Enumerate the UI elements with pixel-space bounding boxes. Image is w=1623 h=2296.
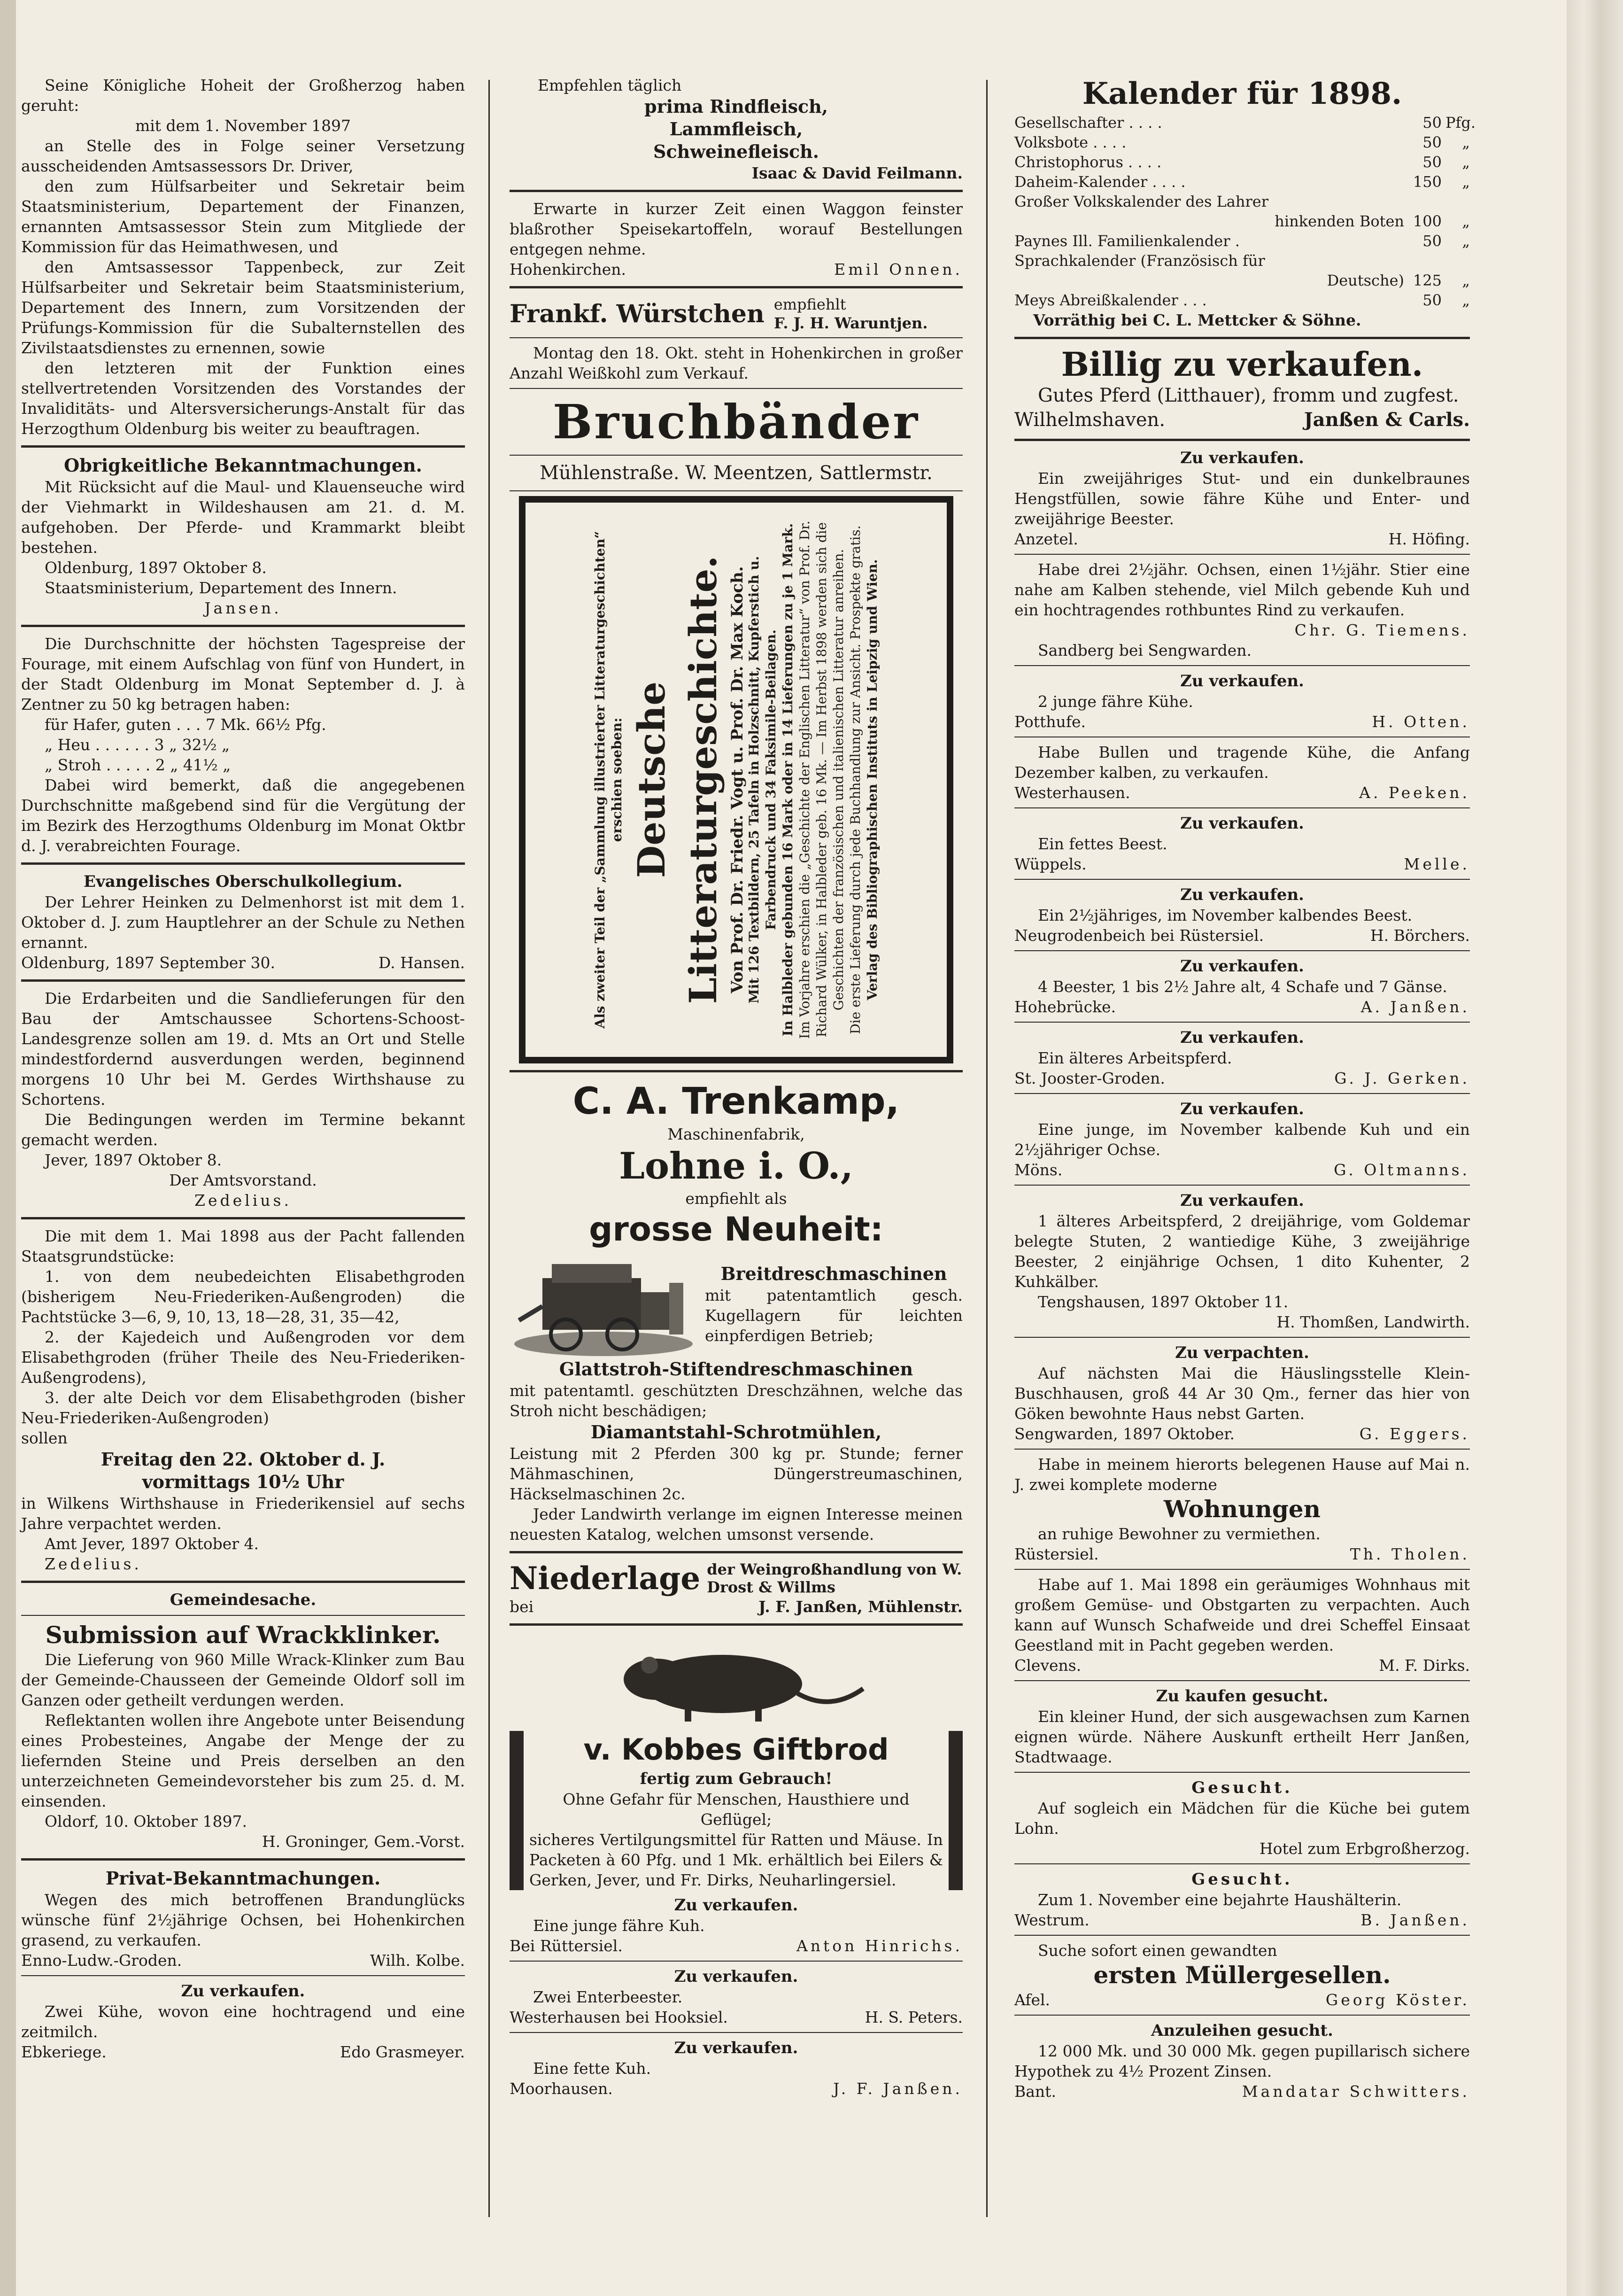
calendar-unit: „ [1462,133,1470,151]
list-item: 2. der Kajedeich und Außengroden vor dem Elisabethgroden (früher Theile des Neu-Friederiken-Außengrodens), [21,1328,465,1387]
notice-signature: H. Groninger, Gem.-Vorst. [262,1832,465,1851]
calendar-name: Deutsche) [1327,271,1404,289]
ad-signature: H. Thomßen, Landwirth. [1276,1313,1470,1331]
ad-footer [510,2007,963,2027]
ad-place: Anzetel. [1014,530,1078,548]
ad-signature: J. F. Janßen. [833,2079,963,2098]
notice-date: Oldenburg, 1897 Oktober 8. [45,558,267,577]
ad-text: sicheres Vertilgungsmittel für Ratten und Mäuse. In Packeten à 60 Pfg. und 1 Mk. erhältlich bei Eilers & Gerken, Jever, und Fr. Dirks, Neuharlingersiel. [529,1831,943,1889]
calendar-price [1404,251,1442,271]
ad-signature: Anton Hinrichs. [796,1937,963,1955]
section-heading: Gemeindesache. [170,1590,317,1609]
section-heading: Privat-Bekanntmachungen. [105,1868,381,1889]
ad-footer [1014,783,1470,803]
ad-heading: C. A. Trenkamp, [572,1080,900,1123]
section-rule [510,1551,963,1553]
ad-intro: bei [510,1598,534,1616]
calendar-name: Christophorus . . . . [1014,153,1162,171]
ad-signature: Hotel zum Erbgroßherzog. [1259,1839,1470,1858]
ad-text: Erwarte in kurzer Zeit einen Waggon feinster blaßrother Speisekartoffeln, worauf Bestellungen entgegen nehme. [510,200,963,258]
ad-place: Enno-Ludw.-Groden. [21,1951,182,1970]
ad-signature: Edo Grasmeyer. [340,2043,465,2061]
divider [510,455,963,456]
announcement-text: den Amtsassessor Tappenbeck, zur Zeit Hülfsarbeiter und Sekretair beim Staatsministerium, Departement des Innern, zum Vorsitzenden der Prüfungs-Kommission für die Subalternstellen des Zivilstaatsdienstes zu ernennen, sowie [21,258,465,357]
ad-heading: Kalender für 1898. [1082,76,1402,111]
ad-place: Möns. [1014,1161,1063,1179]
ad-place: Rüstersiel. [1014,1545,1099,1563]
divider [510,388,963,389]
machine-row [510,1250,963,1358]
calendar-price [1404,192,1442,211]
calendar-name: Großer Volkskalender des Lahrer [1014,193,1269,210]
product-heading: Breitdreschmaschinen [720,1263,947,1284]
ad-signature: H. Otten. [1372,713,1470,731]
calendar-unit [1442,251,1470,271]
ad-text: 12 000 Mk. und 30 000 Mk. gegen pupillarisch sichere Hypothek zu 4½ Prozent Zinsen. [1014,2042,1470,2080]
ad-place: Hohebrücke. [1014,998,1116,1016]
calendar-unit: „ [1462,153,1470,171]
ad-heading: Niederlage [510,1560,701,1597]
divider [1014,1935,1470,1936]
box-price: In Halbleder gebunden 16 Mark oder in 14 Lieferungen zu je 1 Mark. [780,523,796,1037]
calendar-unit: „ [1462,291,1470,309]
ad-place: Ebkeriege. [21,2043,107,2061]
calendar-price: 50 [1422,114,1442,132]
ad-place: Afel. [1014,1991,1051,2009]
divider [1014,950,1470,951]
calendar-name: Daheim-Kalender . . . . [1014,173,1186,191]
divider [1014,1569,1470,1570]
divider [1014,1680,1470,1681]
notice-signature: Zedelius. [194,1191,292,1210]
ad-heading: Zu verkaufen. [1180,1191,1304,1210]
literature-ad-box [519,496,953,1063]
ad-signature: H. Höfing. [1388,530,1470,548]
ad-signature: Th. Tholen. [1350,1545,1470,1563]
ad-signature: G. Eggers. [1359,1425,1470,1443]
ad-signature: H. S. Peters. [865,2008,963,2026]
calendar-price: 150 [1413,173,1442,191]
notice-date: Jever, 1897 Oktober 8. [45,1151,222,1169]
ad-footer [1014,925,1470,946]
ad-place: St. Jooster-Groden. [1014,1069,1165,1087]
ad-signature: B. Janßen. [1360,1911,1470,1929]
ad-place: Bant. [1014,2082,1056,2101]
box-author: Von Prof. Dr. Friedr. Vogt u. Prof. Dr. Max Koch. [727,566,747,993]
notice-signature: Jansen. [204,599,282,617]
product-text: mit patentamtlich gesch. Kugellagern für leichten einpferdigen Betrieb; [705,1286,963,1345]
divider [1014,1337,1470,1338]
divider [510,1961,963,1962]
section-rule [21,1217,465,1219]
announcement-text: den letzteren mit der Funktion eines stellvertretenden Vorsitzenden des Vorstandes der Invaliditäts- und Altersversicherungs-Anstalt für das Herzogthum Oldenburg bis weiter zu beauftragen. [21,359,465,438]
ad-place: Wilhelmshaven. [1014,409,1166,431]
product-heading: Glattstroh-Stiftendreschmaschinen [559,1358,913,1380]
notice-text: sollen [21,1429,68,1447]
ad-heading: Zu verkaufen. [1180,1100,1304,1118]
product-heading: Diamantstahl-Schrotmühlen, [590,1421,882,1443]
rat-illustration-wrap [510,1632,963,1726]
ad-text: Auf nächsten Mai die Häuslingsstelle Klein-Buschhausen, groß 44 Ar 30 Qm., ferner das hier von Göken bewohnte Haus nebst Garten. [1014,1364,1470,1423]
ad-signature: H. Börchers. [1370,926,1470,945]
ad-heading: Schweinefleisch. [653,141,819,162]
ad-heading: Wohnungen [1164,1495,1321,1523]
ad-footer [1014,408,1470,432]
section-rule [21,1858,465,1861]
ad-signature: Melle. [1404,855,1470,873]
ad-footer [21,1950,465,1970]
ad-text: Montag den 18. Okt. steht in Hohenkirchen in großer Anzahl Weißkohl zum Verkauf. [510,344,963,382]
announcement-date: mit dem 1. November 1897 [135,116,351,135]
ad-heading: Zu verkaufen. [1180,449,1304,467]
ad-place: Potthufe. [1014,713,1086,731]
notice-text: Der Lehrer Heinken zu Delmenhorst ist mit dem 1. Oktober d. J. zum Hauptlehrer an der Schule zu Nethen ernannt. [21,893,465,952]
section-heading: Obrigkeitliche Bekanntmachungen. [64,455,422,476]
announcement-intro: Seine Königliche Hoheit der Großherzog haben geruht: [21,76,465,115]
ad-heading: Anzuleihen gesucht. [1151,2021,1333,2040]
ad-heading: Zu verkaufen. [1180,1028,1304,1047]
ad-place: Westerhausen. [1014,783,1130,802]
ad-place: Bei Rüttersiel. [510,1937,623,1955]
ad-text: Zwei Enterbeester. [533,1988,683,2006]
notice-date: Oldorf, 10. Oktober 1897. [45,1812,247,1831]
border-bar [949,1731,963,1890]
ad-footer [1014,1990,1470,2010]
ad-signature: Mandatar Schwitters. [1242,2082,1470,2101]
ad-text: 2 junge fähre Kühe. [1038,692,1193,711]
calendar-unit: „ [1462,212,1470,230]
ad-row [510,1560,963,1597]
ad-subtitle: Maschinenfabrik, [667,1125,805,1143]
ad-heading: Zu verkaufen. [1180,885,1304,904]
ad-heading: Zu verkaufen. [1180,957,1304,976]
notice-text: Dabei wird bemerkt, daß die angegebenen Durchschnitte maßgebend sind für die Vergütung der im Bezirk des Herzogthums Oldenburg im Monat Oktbr d. J. verabreichten Fourage. [21,776,465,855]
ad-text: Ein fettes Beest. [1038,835,1167,853]
page-spine [0,0,16,2296]
ad-intro: Empfehlen täglich [538,76,682,94]
calendar-unit: Pfg. [1445,114,1476,132]
box-order: Die erste Lieferung durch jede Buchhandlung zur Ansicht. Prospekte gratis. [847,525,863,1034]
ad-footer [1014,1910,1470,1930]
ad-heading: Zu verkaufen. [181,1982,305,2001]
column-divider [488,80,490,2217]
ad-place: Westrum. [1014,1911,1090,1929]
calendar-name: Paynes Ill. Familienkalender . [1014,232,1240,250]
event-time-heading: vormittags 10½ Uhr [142,1471,344,1492]
ad-place: Moorhausen. [510,2079,613,2098]
notice-signature: D. Hansen. [378,954,465,972]
rat-icon [605,1632,868,1726]
notice-text: Die Erdarbeiten und die Sandlieferungen für den Bau der Amtschaussee Schortens-Schoost-Landesgrenze sollen am 19. d. Mts an Ort und Stelle mindestfordernd ausverdungen werden, beginnend morgens 10 Uhr bei M. Gerdes Wirthshause zu Schortens. [21,989,465,1109]
ad-text: Zwei Kühe, wovon eine hochtragend und eine zeitmilch. [21,2002,465,2041]
calendar-price-list [1014,113,1476,310]
notice-text: Reflektanten wollen ihre Angebote unter Beisendung eines Probesteines, Angabe der Menge der zu liefernden Steine und Preis derselben an den unterzeichneten Gemeindevorsteher bis zum 25. d. M. einsenden. [21,1711,465,1810]
box-title: Deutsche Litteraturgeschichte. [629,555,725,1004]
ad-place: Clevens. [1014,1656,1082,1675]
ad-text: Habe drei 2½jähr. Ochsen, einen 1½jähr. Stier eine nahe am Kalben stehende, viel Milch gebende Kuh und ein hochtragendes rothbuntes Rind zu verkaufen. [1014,560,1470,619]
ad-footer [510,2079,963,2099]
list-item: 3. der alte Deich vor dem Elisabethgroden (bisher Neu-Friederiken-Außengroden) [21,1388,465,1427]
box-publisher: Verlag des Bibliographischen Instituts in Leipzig und Wien. [864,559,880,1001]
ad-heading: ersten Müllergesellen. [1093,1961,1391,1989]
ad-place: Neugrodenbeich bei Rüstersiel. [1014,926,1264,945]
ad-heading: Zu verkaufen. [1180,814,1304,833]
product-text: Leistung mit 2 Pferden 300 kg pr. Stunde; ferner Mähmaschinen, Düngerstreumaschinen, Häckselmaschinen 2c. [510,1444,963,1503]
ad-text: Auf sogleich ein Mädchen für die Küche bei gutem Lohn. [1014,1799,1470,1838]
calendar-price: 100 [1413,212,1442,230]
ad-text: Habe in meinem hierorts belegenen Hause auf Mai n. J. zwei komplete moderne [1014,1455,1470,1494]
divider [510,337,963,338]
ad-signature: A. Peeken. [1359,783,1470,802]
ad-heading: Lohne i. O., [619,1145,853,1187]
ad-heading: grosse Neuheit: [589,1210,883,1249]
section-rule [21,862,465,865]
calendar-unit: „ [1462,271,1470,289]
notice-text: Die mit dem 1. Mai 1898 aus der Pacht fallenden Staatsgrundstücke: [21,1227,465,1265]
ad-text: Ohne Gefahr für Menschen, Hausthiere und Geflügel; [563,1790,910,1829]
notice-text: Mit Rücksicht auf die Maul- und Klauenseuche wird der Viehmarkt in Wildeshausen am 21. d. M. aufgehoben. Der Pferde- und Krammarkt bleibt bestehen. [21,478,465,557]
divider [1014,1772,1470,1773]
section-heading: Evangelisches Oberschulkollegium. [84,872,402,891]
ad-heading: Zu verkaufen. [674,1967,798,1986]
ad-footer [1014,712,1470,732]
section-rule [510,1070,963,1072]
divider [1014,1022,1470,1023]
ad-text: Habe auf 1. Mai 1898 ein geräumiges Wohnhaus mit großem Gemüse- und Obstgarten zu verpachten. Auch kann auf Wunsch Schafweide und drei Scheffel Einsaat Geestland mit in Pacht gegeben werden. [1014,1575,1470,1654]
ad-row [510,295,963,333]
ad-heading: Zu verkaufen. [1180,672,1304,690]
price-line: für Hafer, guten . . . 7 Mk. 66½ Pfg. [45,715,326,734]
ad-text: Suche sofort einen gewandten [1038,1941,1277,1960]
ad-date: Sengwarden, 1897 Oktober. [1014,1425,1235,1443]
section-rule [21,445,465,448]
ad-text: Ein zweijähriges Stut- und ein dunkelbraunes Hengstfüllen, sowie fähre Kühe und Enter- und zweijährige Beester. [1014,469,1470,528]
ad-date: Tengshausen, 1897 Oktober 11. [1038,1293,1289,1311]
ad-signature: J. F. Janßen, Mühlenstr. [758,1598,963,1616]
ad-text: Gutes Pferd (Litthauer), fromm und zugfest. [1038,385,1459,406]
divider [1014,1185,1470,1186]
ad-text: Eine fette Kuh. [533,2059,651,2078]
section-rule [21,1581,465,1583]
calendar-price: 50 [1422,133,1442,151]
section-rule [1014,439,1470,441]
calendar-unit: „ [1462,173,1470,191]
ad-heading: Bruchbänder [552,394,920,450]
calendar-name: Volksbote . . . . [1014,133,1127,151]
ad-heading: Frankf. Würstchen [510,299,765,328]
ad-signature: Isaac & David Feilmann. [751,164,963,182]
section-rule [21,979,465,982]
notice-signature: Zedelius. [45,1555,142,1573]
ad-footer [1014,1544,1470,1564]
ad-footer-text: Vorräthig bei C. L. Mettcker & Söhne. [1033,311,1361,329]
calendar-price: 50 [1422,153,1442,171]
ad-heading: Gesucht. [1191,1870,1293,1889]
ad-heading: Submission auf Wrackklinker. [45,1621,441,1649]
product-text: mit patentamtl. geschützten Dreschzähnen, welche das Stroh nicht beschädigen; [510,1381,963,1420]
ad-place: Sandberg bei Sengwarden. [1038,641,1252,659]
ad-signature: Chr. G. Tiemens. [1294,621,1470,639]
box-detail: Mit 126 Textbildern, 25 Tafeln in Holzschnitt, Kupferstich u. Farbendruck und 34 Faksimile-Beilagen. [746,556,779,1004]
notice-text: Die Bedingungen werden im Termine bekannt gemacht werden. [21,1110,465,1149]
threshing-machine-illustration [510,1250,697,1358]
divider [1014,1863,1470,1864]
ad-footer [510,1936,963,1956]
price-line: „ Stroh . . . . . 2 „ 41½ „ [45,756,231,774]
calendar-name: Gesellschafter . . . . [1014,114,1162,132]
ad-heading: Gesucht. [1191,1778,1293,1797]
ad-text: Ein kleiner Hund, der sich ausgewachsen zum Karnen eignen würde. Nähere Auskunft ertheilt Herr Janßen, Stadtwaage. [1014,1707,1470,1766]
calendar-name: hinkenden Boten [1275,212,1404,230]
ad-footer [1014,1655,1470,1675]
ad-footer [510,259,963,279]
ad-heading: Zu verpachten. [1175,1343,1309,1362]
divider [510,2032,963,2033]
ad-place: Wüppels. [1014,855,1087,873]
list-item: 1. von dem neubedeichten Elisabethgroden (bisherigem Neu-Friederiken-Außengroden) die Pachtstücke 3—6, 9, 10, 13, 18—28, 31, 35—42, [21,1267,465,1326]
calendar-price: 50 [1422,291,1442,309]
ad-signature: M. F. Dirks. [1379,1656,1470,1675]
ad-heading: Lammfleisch, [669,118,803,140]
notice-department: Staatsministerium, Departement des Innern. [45,579,397,597]
ad-signature: F. J. H. Waruntjen. [773,314,928,332]
ad-footer [1014,1424,1470,1444]
divider [510,490,963,491]
calendar-price: 125 [1413,271,1442,289]
column-1 [21,75,465,2062]
notice-text: Die Lieferung von 960 Mille Wrack-Klinker zum Bau der Gemeinde-Chausseen der Gemeinde Oldorf soll im Ganzen oder getheilt verdungen werden. [21,1651,465,1709]
ad-text: Jeder Landwirth verlange im eignen Interesse meinen neuesten Katalog, welchen umsonst versende. [510,1505,963,1544]
calendar-price: 50 [1422,232,1442,250]
column-3 [1014,75,1476,2102]
box-note: Im Vorjahre erschien die „Geschichte der Englischen Litteratur“ von Prof. Dr. Richard Wülker, in Halbleder geb. 16 Mk. — Im Herbst 1898 werden sich die Geschichten der französischen und italienischen Litteratur anreihen. [796,520,846,1039]
ad-heading: Zu verkaufen. [674,1896,798,1915]
divider [21,1615,465,1616]
ad-intro: empfiehlt [773,295,846,313]
notice-date: Oldenburg, 1897 September 30. [21,954,275,972]
ad-footer [1014,1068,1470,1088]
ad-text: Wegen des mich betroffenen Brandunglücks wünsche fünf 2½jährige Ochsen, bei Hohenkirchen grasend, zu verkaufen. [21,1891,465,1949]
notice-department: Der Amtsvorstand. [169,1171,317,1189]
ad-signature: Wilh. Kolbe. [370,1951,465,1970]
page-edge [1567,0,1623,2296]
ad-text: Eine junge, im November kalbende Kuh und ein 2½jähriger Ochse. [1014,1120,1470,1159]
divider [1014,665,1470,666]
ad-subtitle: fertig zum Gebrauch! [640,1769,833,1788]
ad-heading: prima Rindfleisch, [644,96,828,117]
divider [1014,1449,1470,1450]
ad-heading: v. Kobbes Giftbrod [583,1732,889,1767]
section-rule [510,286,963,288]
ad-subtitle: empfiehlt als [685,1189,787,1208]
divider [21,1975,465,1976]
notice-footer [21,953,465,973]
ad-text: Eine junge fähre Kuh. [533,1916,705,1935]
ad-signature: Georg Köster. [1325,1991,1470,2009]
ad-footer [1014,1160,1470,1180]
ad-heading: Zu kaufen gesucht. [1156,1687,1329,1706]
ad-text: Zum 1. November eine bejahrte Haushälterin. [1038,1891,1402,1909]
event-date-heading: Freitag den 22. Oktober d. J. [100,1449,386,1470]
border-bar [510,1731,524,1890]
price-line: „ Heu . . . . . . 3 „ 32½ „ [45,736,230,754]
ad-footer [510,1597,963,1617]
calendar-unit [1442,192,1470,211]
calendar-name: Meys Abreißkalender . . . [1014,291,1207,309]
notice-date: Amt Jever, 1897 Oktober 4. [45,1535,259,1553]
divider [1014,2015,1470,2016]
ad-text: 4 Beester, 1 bis 2½ Jahre alt, 4 Schafe und 7 Gänse. [1038,977,1447,996]
ad-footer [1014,854,1470,874]
ad-signature: A. Janßen. [1360,998,1470,1016]
announcement-text: den zum Hülfsarbeiter und Sekretair beim Staatsministerium, Departement der Finanzen, ernannten Amtsassessor Stein zum Mitgliede der Kommission für das Heimathwesen, und [21,177,465,256]
section-rule [21,625,465,627]
ad-place: Hohenkirchen. [510,260,626,279]
column-divider [986,80,988,2217]
announcement-text: an Stelle des in Folge seiner Versetzung ausscheidenden Amtsassessors Dr. Driver, [21,137,465,175]
ad-heading: Billig zu verkaufen. [1061,345,1423,384]
ad-text: an ruhige Bewohner zu vermiethen. [1038,1525,1321,1543]
ad-text: Ein älteres Arbeitspferd. [1038,1049,1232,1067]
notice-text: in Wilkens Wirthshause in Friederikensiel auf sechs Jahre verpachtet werden. [21,1494,465,1533]
ad-subtitle: der Weingroßhandlung von W. Drost & Willms [707,1560,962,1596]
ad-text: 1 älteres Arbeitspferd, 2 dreijährige, vom Goldemar belegte Stuten, 2 wantiedige Kühe, 3 zweijährige Beester, 2 einjährige Ochsen, 1 dito Kuhenter, 2 Kuhkälber. [1014,1212,1470,1291]
notice-text: Die Durchschnitte der höchsten Tagespreise der Fourage, mit einem Aufschlag von fünf von Hundert, in der Stadt Oldenburg im Monat September d. J. à Zentner zu 50 kg betragen haben: [21,635,465,714]
ad-signature: G. J. Gerken. [1334,1069,1470,1087]
box-intro: Als zweiter Teil der „Sammlung illustrierter Litteraturgeschichten“ erschien soeben: [592,531,625,1029]
divider [1014,879,1470,880]
ad-footer [1014,2081,1470,2102]
kobbes-ad [510,1731,963,1890]
divider [1014,1093,1470,1094]
ad-signature: Janßen & Carls. [1304,409,1470,431]
divider [1014,554,1470,555]
ad-subtitle: Mühlenstraße. W. Meentzen, Sattlermstr. [540,462,933,484]
calendar-name: Sprachkalender (Französisch für [1014,252,1265,270]
ad-text: Habe Bullen und tragende Kühe, die Anfang Dezember kalben, zu verkaufen. [1014,743,1470,782]
ad-place: Westerhausen bei Hooksiel. [510,2008,728,2026]
ad-heading: Zu verkaufen. [674,2039,798,2057]
ad-text: Ein 2½jähriges, im November kalbendes Beest. [1038,906,1413,924]
section-rule [1014,337,1470,339]
calendar-unit: „ [1462,232,1470,250]
ad-signature: Emil Onnen. [834,260,963,279]
ad-footer [21,2042,465,2062]
section-rule [510,1623,963,1626]
divider [1014,807,1470,808]
column-2 [510,75,963,2099]
section-rule [510,190,963,192]
ad-footer [1014,997,1470,1017]
ad-footer [1014,529,1470,549]
ad-signature: G. Oltmanns. [1334,1161,1470,1179]
